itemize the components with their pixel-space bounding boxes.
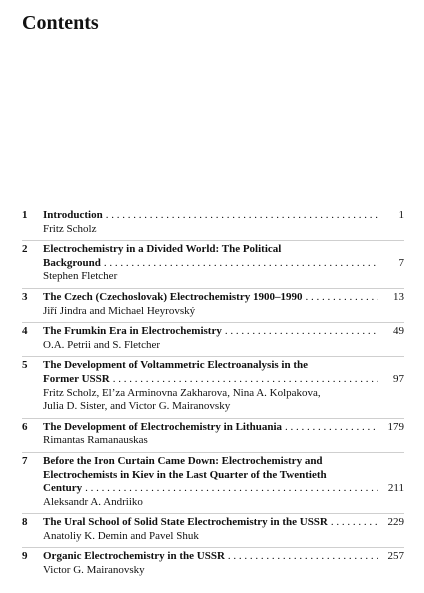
page-number[interactable]: 13 [393,290,404,303]
chapter-authors: Victor G. Mairanovsky [43,564,145,577]
chapter-number: 2 [22,243,28,256]
toc-entry[interactable] [22,322,404,356]
chapter-body [43,325,404,352]
page-number[interactable]: 229 [387,516,404,529]
dot-leader [104,257,378,271]
chapter-title-line[interactable]: Electrochemists in Kiev in the Last Quarter of the Twentieth [43,468,327,481]
page-number[interactable]: 1 [398,209,404,221]
toc-entry[interactable] [22,418,404,452]
chapter-title-line[interactable]: Electrochemistry in a Divided World: The Political [43,243,282,256]
chapter-title[interactable]: Introduction [43,209,103,221]
chapter-authors: O.A. Petrii and S. Fletcher [43,338,161,351]
chapter-body [43,550,404,577]
chapter-title-row [43,421,404,435]
chapter-authors: Jiří Jindra and Michael Heyrovský [43,304,196,317]
chapter-authors: Fritz Scholz [43,222,97,235]
chapter-title-row [43,516,404,530]
page-number[interactable]: 49 [393,325,404,338]
chapter-title[interactable]: Background [43,256,101,269]
chapter-title-line[interactable]: The Development of Voltammetric Electroanalysis in the [43,359,308,372]
chapter-title[interactable]: The Czech (Czechoslovak) Electrochemistry 1900–1990 [43,290,303,303]
table-of-contents [22,207,404,582]
chapter-authors: Julia D. Sister, and Victor G. Mairanovsky [43,400,231,413]
chapter-number: 9 [22,550,28,563]
dot-leader [228,550,378,564]
toc-entry[interactable] [22,513,404,547]
chapter-title[interactable]: The Frumkin Era in Electrochemistry [43,325,222,338]
chapter-number: 3 [22,290,28,303]
page-number[interactable]: 97 [393,372,404,385]
chapter-body [43,209,404,236]
page-number[interactable]: 257 [387,550,404,563]
dot-leader [305,291,378,305]
chapter-title-row [43,291,404,305]
dot-leader [106,209,378,223]
chapter-number: 7 [22,454,28,467]
dot-leader [285,421,378,435]
dot-leader [225,325,378,339]
page-number[interactable]: 179 [387,420,404,433]
chapter-number: 1 [22,209,28,221]
chapter-authors: Anatoliy K. Demin and Pavel Shuk [43,529,199,542]
chapter-title[interactable]: Former USSR [43,372,110,385]
chapter-title-row [43,257,404,271]
chapter-title-row [43,373,404,387]
toc-entry[interactable] [22,452,404,513]
chapter-title-row [43,482,404,496]
dot-leader [331,516,378,530]
chapter-number: 8 [22,516,28,529]
chapter-body [43,455,404,509]
chapter-body [43,243,404,284]
chapter-number: 6 [22,420,28,433]
dot-leader [85,482,378,496]
page-number[interactable]: 211 [387,482,404,495]
chapter-title-row [43,209,404,223]
toc-entry[interactable] [22,207,404,240]
toc-entry[interactable] [22,356,404,417]
page-title: Contents [22,12,99,34]
chapter-body [43,359,404,413]
toc-entry[interactable] [22,240,404,288]
chapter-title-row [43,550,404,564]
chapter-title[interactable]: Organic Electrochemistry in the USSR [43,550,225,563]
chapter-authors: Rimantas Ramanauskas [43,434,148,447]
toc-entry[interactable] [22,288,404,322]
chapter-title-row [43,325,404,339]
chapter-title[interactable]: Century [43,482,83,495]
toc-entry[interactable] [22,547,404,581]
dot-leader [113,373,378,387]
chapter-authors: Aleksandr A. Andriiko [43,495,143,508]
chapter-authors: Stephen Fletcher [43,270,118,283]
chapter-body [43,291,404,318]
chapter-authors: Fritz Scholz, El’za Arminovna Zakharova, Nina A. Kolpakova, [43,386,321,399]
chapter-title[interactable]: The Ural School of Solid State Electrochemistry in the USSR [43,516,328,529]
chapter-body [43,421,404,448]
page-number[interactable]: 7 [398,256,404,269]
chapter-body [43,516,404,543]
chapter-number: 4 [22,325,28,338]
chapter-title-line[interactable]: Before the Iron Curtain Came Down: Electrochemistry and [43,454,323,467]
chapter-number: 5 [22,359,28,372]
chapter-title[interactable]: The Development of Electrochemistry in Lithuania [43,420,283,433]
